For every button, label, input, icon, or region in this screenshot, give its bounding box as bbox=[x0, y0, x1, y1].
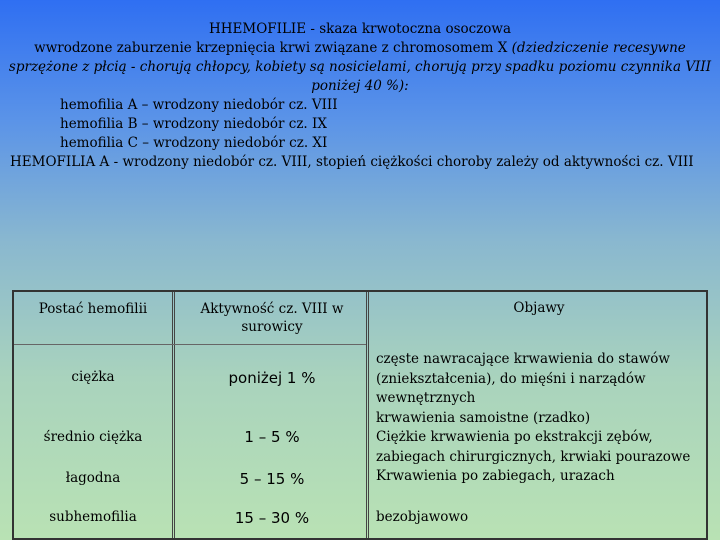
activity-subhemophilia: 15 – 30 % bbox=[234, 509, 310, 527]
symptom-line: Ciężkie krwawienia po ekstrakcji zębów, bbox=[376, 429, 653, 445]
column-divider bbox=[172, 292, 175, 538]
definition-italic: (dziedziczenie recesywne bbox=[511, 40, 686, 56]
form-mild: łagodna bbox=[65, 470, 121, 486]
activity-moderate: 1 – 5 % bbox=[244, 428, 300, 446]
severity-summary: HEMOFILIA A - wrodzony niedobór cz. VIII, stopień ciężkości choroby zależy od aktywności cz. VIII bbox=[10, 154, 694, 170]
symptom-line: wewnętrznych bbox=[376, 390, 476, 406]
header-activity: Aktywność cz. VIII w surowicy bbox=[200, 301, 344, 335]
title-line: HHEMOFILIE - skaza krwotoczna osoczowa bbox=[208, 21, 512, 37]
form-subhemophilia: subhemofilia bbox=[49, 509, 137, 525]
symptoms-list bbox=[376, 350, 702, 487]
symptom-line: częste nawracające krwawienia do stawów bbox=[376, 351, 670, 367]
column-divider bbox=[366, 292, 369, 538]
header-form: Postać hemofilii bbox=[38, 301, 148, 317]
definition-line bbox=[0, 39, 720, 57]
hemophilia-c-item: hemofilia C – wrodzony niedobór cz. XI bbox=[60, 135, 328, 151]
symptom-line: (zniekształcenia), do mięśni i narządów bbox=[376, 370, 646, 387]
severity-table bbox=[12, 290, 708, 540]
symptom-line: Krwawienia po zabiegach, urazach bbox=[376, 468, 615, 484]
inheritance-line: sprzężone z płcią - chorują chłopcy, kobiety są nosicielami, chorują przy spadku poziomu czynnika VIII bbox=[8, 59, 712, 75]
activity-mild: 5 – 15 % bbox=[239, 470, 305, 488]
header-symptoms: Objawy bbox=[513, 300, 565, 316]
symptom-line: krwawienia samoistne (rzadko) bbox=[376, 409, 591, 426]
definition-text: wwrodzone zaburzenie krzepnięcia krwi związane z chromosomem X bbox=[34, 40, 512, 56]
threshold-line: poniżej 40 %): bbox=[311, 78, 409, 94]
header-divider bbox=[14, 344, 366, 345]
form-moderate: średnio ciężka bbox=[43, 429, 143, 445]
symptom-line: zabiegach chirurgicznych, krwiaki pourazowe bbox=[376, 448, 691, 465]
activity-severe: poniżej 1 % bbox=[228, 369, 316, 387]
symptom-subhemophilia: bezobjawowo bbox=[376, 509, 469, 525]
hemophilia-a-item: hemofilia A – wrodzony niedobór cz. VIII bbox=[60, 97, 338, 113]
form-severe: ciężka bbox=[71, 369, 115, 385]
hemophilia-b-item: hemofilia B – wrodzony niedobór cz. IX bbox=[60, 116, 327, 132]
